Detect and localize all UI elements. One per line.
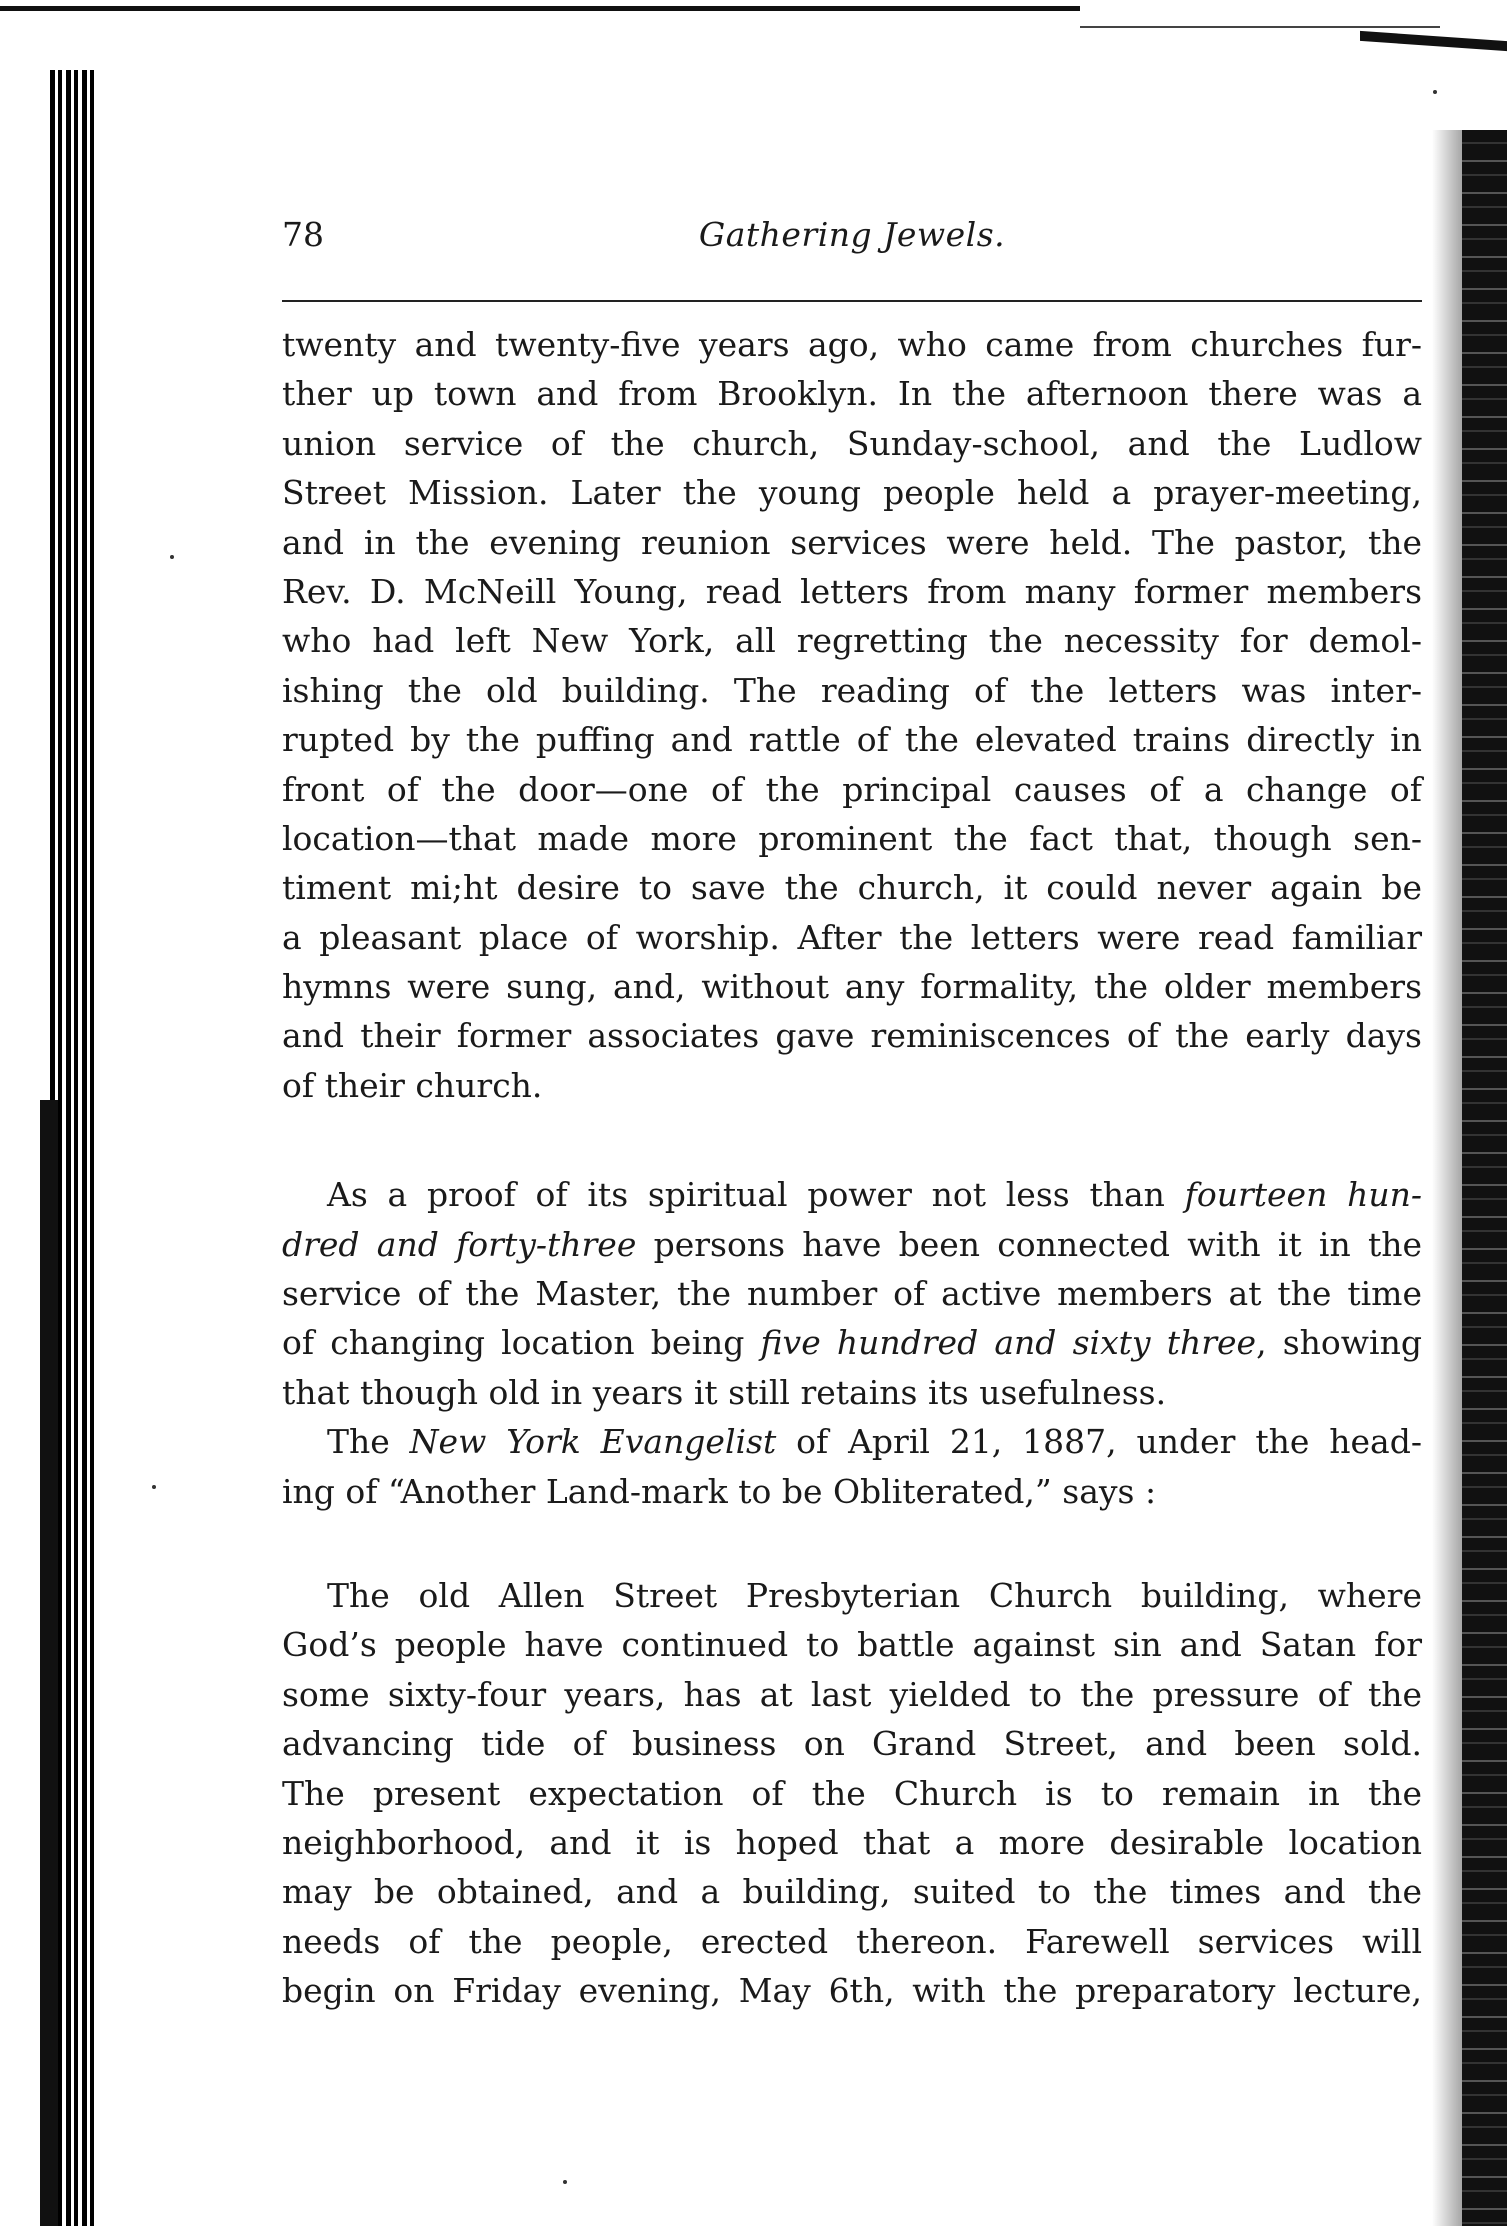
scan-corner-mark (1360, 31, 1507, 51)
text-line: some sixty-four years, has at last yielded to the pressure of the (282, 1674, 1422, 1714)
text-line: twenty and twenty-five years ago, who came from churches fur- (282, 325, 1422, 364)
text-run: of changing location being (282, 1323, 761, 1363)
text-line: The old Allen Street Presbyterian Church building, where (327, 1575, 1422, 1615)
book-page (282, 215, 1422, 2011)
text-line (282, 1170, 1422, 1219)
text-line: and in the evening reunion services were held. The pastor, the (282, 522, 1422, 562)
text-line: timent mi;ht desire to save the church, it could never again be (282, 868, 1422, 908)
page-edge-shadow (1432, 130, 1462, 2226)
text-line: and their former associates gave reminiscences of the early days (282, 1016, 1422, 1056)
text-line: may be obtained, and a building, suited to the times and the (282, 1872, 1422, 1912)
text-line: of their church. (282, 1065, 543, 1105)
paragraph-2 (282, 1170, 1422, 1417)
text-run: , showing (1256, 1323, 1422, 1363)
page-edge-right (1462, 130, 1507, 2226)
running-title: Gathering Jewels. (698, 215, 1006, 254)
text-line: advancing tide of business on Grand Street, and been sold. (282, 1724, 1422, 1764)
paragraph-3 (282, 1417, 1422, 1516)
text-line: location—that made more prominent the fact that, though sen- (282, 818, 1422, 858)
text-line: a pleasant place of worship. After the letters were read familiar (282, 917, 1422, 957)
page-header (282, 215, 1422, 275)
text-line (282, 1417, 1422, 1466)
text-run: of April 21, 1887, under the head- (776, 1422, 1422, 1462)
scan-top-border-thin (1080, 26, 1440, 28)
text-line: who had left New York, all regretting the necessity for demol- (282, 621, 1422, 661)
text-line: ther up town and from Brooklyn. In the afternoon there was a (282, 374, 1422, 414)
scan-speck (563, 2180, 567, 2184)
text-line: The present expectation of the Church is to remain in the (282, 1773, 1422, 1813)
text-line (282, 1220, 1422, 1269)
text-line: hymns were sung, and, without any formality, the older members (282, 967, 1422, 1007)
text-line: union service of the church, Sunday-school, and the Ludlow (282, 423, 1422, 463)
page-number: 78 (282, 215, 324, 254)
emphasis-text: fourteen hun- (1184, 1175, 1422, 1215)
text-line: neighborhood, and it is hoped that a more desirable location (282, 1822, 1422, 1862)
text-line: begin on Friday evening, May 6th, with the preparatory lecture, (282, 1971, 1422, 2011)
scan-speck (1433, 90, 1437, 94)
paragraph-1 (282, 320, 1422, 1110)
header-rule (282, 300, 1422, 302)
text-line: ing of “Another Land-mark to be Obliterated,” says : (282, 1471, 1157, 1511)
paragraph-gap (282, 1110, 1422, 1170)
scan-top-border (0, 6, 1080, 11)
text-line: front of the door—one of the principal causes of a change of (282, 769, 1422, 809)
text-line: Rev. D. McNeill Young, read letters from many former members (282, 571, 1422, 611)
scan-speck (170, 555, 174, 559)
emphasis-text: New York Evangelist (409, 1422, 777, 1462)
scan-speck (152, 1485, 156, 1489)
text-run: As a proof of its spiritual power not less than (327, 1175, 1185, 1215)
text-line (282, 1318, 1422, 1367)
paragraph-gap (282, 1516, 1422, 1571)
page-body (282, 320, 1422, 2016)
text-line: Street Mission. Later the young people held a prayer-meeting, (282, 473, 1422, 513)
text-line: God’s people have continued to battle against sin and Satan for (282, 1625, 1422, 1665)
book-binding-shadow (40, 1100, 58, 2226)
text-line: needs of the people, erected thereon. Farewell services will (282, 1921, 1422, 1961)
text-line: rupted by the puffing and rattle of the elevated trains directly in (282, 720, 1422, 760)
text-run: persons have been connected with it in the (636, 1224, 1422, 1264)
quotation (282, 1571, 1422, 2016)
text-line: that though old in years it still retains its usefulness. (282, 1372, 1167, 1412)
text-line: service of the Master, the number of active members at the time (282, 1274, 1422, 1314)
text-run: The (327, 1422, 410, 1462)
emphasis-text: five hundred and sixty three (760, 1323, 1257, 1363)
emphasis-text: dred and forty-three (282, 1224, 637, 1264)
text-line: ishing the old building. The reading of the letters was inter- (282, 670, 1422, 710)
